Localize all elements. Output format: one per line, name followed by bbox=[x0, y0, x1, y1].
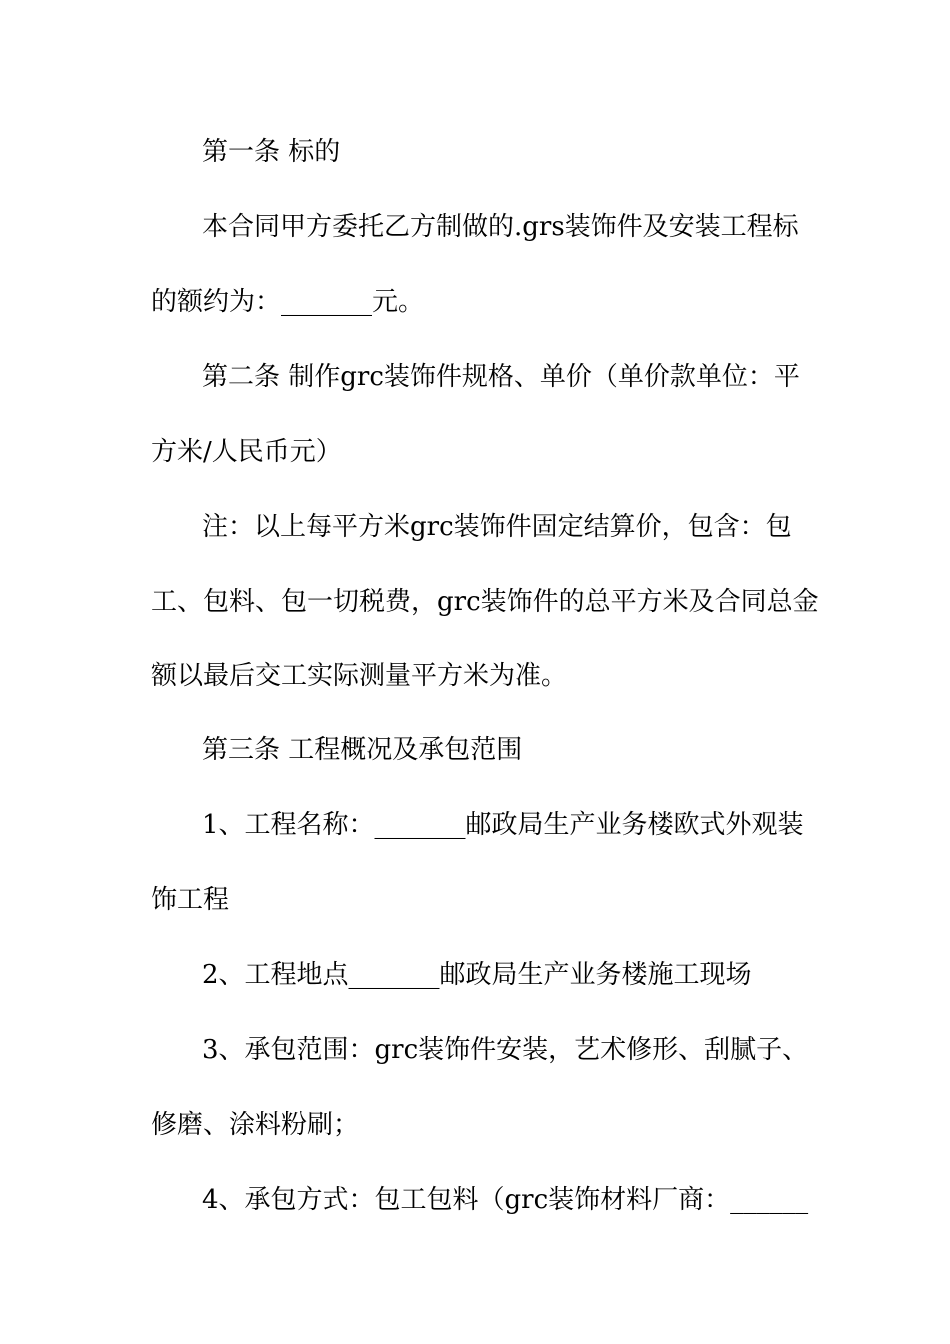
list-item: 4、承包方式：包工包料（grc装饰材料厂商：______ bbox=[202, 1185, 809, 1215]
note-line: 额以最后交工实际测量平方米为准。 bbox=[151, 661, 568, 691]
article-3-heading: 第三条 工程概况及承包范围 bbox=[202, 735, 523, 765]
note-line: 工、包料、包一切税费，grc装饰件的总平方米及合同总金 bbox=[151, 587, 819, 617]
paragraph-line: 的额约为：_______元。 bbox=[151, 287, 425, 317]
list-item: 1、工程名称：_______邮政局生产业务楼欧式外观装 bbox=[202, 810, 804, 840]
list-item: 3、承包范围：grc装饰件安装，艺术修形、刮腻子、 bbox=[202, 1035, 809, 1065]
note-line: 注：以上每平方米grc装饰件固定结算价，包含：包 bbox=[202, 512, 792, 542]
article-2-heading: 第二条 制作grc装饰件规格、单价（单价款单位：平 bbox=[202, 362, 800, 392]
list-item: 2、工程地点_______邮政局生产业务楼施工现场 bbox=[202, 960, 752, 990]
article-1-heading: 第一条 标的 bbox=[202, 137, 341, 167]
list-item-continuation: 饰工程 bbox=[151, 885, 230, 915]
paragraph-line: 本合同甲方委托乙方制做的.grs装饰件及安装工程标 bbox=[202, 212, 799, 242]
paragraph-line: 方米/人民币元） bbox=[151, 437, 342, 467]
list-item-continuation: 修磨、涂料粉刷； bbox=[151, 1110, 360, 1140]
